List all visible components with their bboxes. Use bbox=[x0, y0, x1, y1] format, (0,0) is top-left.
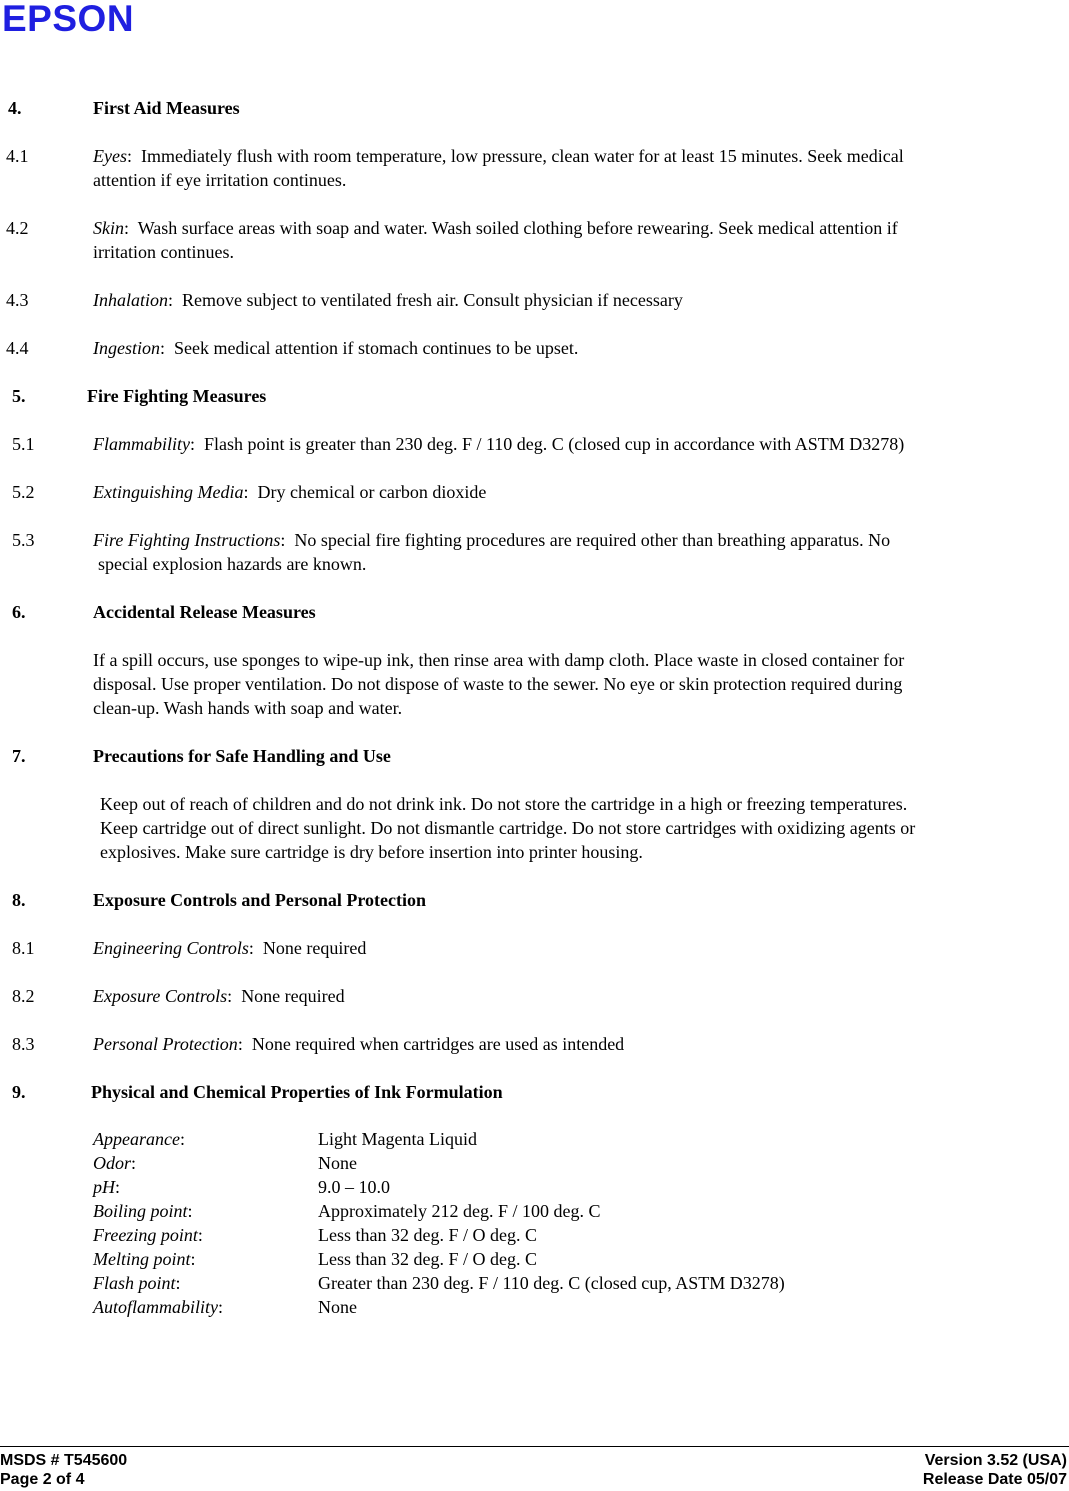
item-8-1-text: None required bbox=[262, 938, 367, 958]
item-5-1-text: Flash point is greater than 230 deg. F / 110 deg. C (closed cup in accordance with ASTM D3278) bbox=[204, 434, 905, 454]
section-5-number: 5. bbox=[12, 386, 26, 406]
item-8-3-number: 8.3 bbox=[12, 1034, 35, 1054]
item-5-3-label: Fire Fighting Instructions bbox=[93, 530, 281, 550]
property-freezing-point-label: Freezing point: bbox=[93, 1225, 203, 1245]
item-4-2-text: Wash surface areas with soap and water. Wash soiled clothing before rewearing. Seek medical attention if bbox=[137, 218, 898, 238]
item-4-3-label: Inhalation bbox=[93, 290, 168, 310]
section-4-number: 4. bbox=[8, 98, 22, 118]
section-6-number: 6. bbox=[12, 602, 26, 622]
property-ph-value: 9.0 – 10.0 bbox=[318, 1177, 390, 1197]
epson-logo: EPSON bbox=[2, 0, 135, 39]
item-8-2-number: 8.2 bbox=[12, 986, 35, 1006]
footer-page-number: Page 2 of 4 bbox=[0, 1471, 85, 1488]
item-4-1-label: Eyes bbox=[93, 146, 127, 166]
section-7-line-1: Keep out of reach of children and do not drink ink. Do not store the cartridge in a high or freezing temperatures. bbox=[100, 794, 908, 814]
section-7-line-3: explosives. Make sure cartridge is dry before insertion into printer housing. bbox=[100, 842, 643, 862]
item-4-1-line-2: attention if eye irritation continues. bbox=[93, 170, 347, 190]
item-8-3-line-1: Personal Protection: None required when cartridges are used as intended bbox=[93, 1034, 625, 1054]
section-9-title: Physical and Chemical Properties of Ink Formulation bbox=[91, 1082, 503, 1102]
item-5-2-number: 5.2 bbox=[12, 482, 35, 502]
section-9-number: 9. bbox=[12, 1082, 26, 1102]
property-flash-point-value: Greater than 230 deg. F / 110 deg. C (closed cup, ASTM D3278) bbox=[318, 1273, 785, 1293]
item-4-3-number: 4.3 bbox=[6, 290, 29, 310]
item-4-3-text: Remove subject to ventilated fresh air. Consult physician if necessary bbox=[182, 290, 683, 310]
item-8-2-line-1: Exposure Controls: None required bbox=[93, 986, 345, 1006]
section-6-line-3: clean-up. Wash hands with soap and water. bbox=[93, 698, 403, 718]
item-4-2-label: Skin bbox=[93, 218, 124, 238]
item-5-1-label: Flammability bbox=[93, 434, 190, 454]
item-8-3-label: Personal Protection bbox=[93, 1034, 238, 1054]
item-8-1-number: 8.1 bbox=[12, 938, 35, 958]
item-4-2-line-1: Skin: Wash surface areas with soap and water. Wash soiled clothing before rewearing. Seek medical attention if bbox=[93, 218, 898, 238]
section-5-title: Fire Fighting Measures bbox=[87, 386, 267, 406]
property-appearance-label: Appearance: bbox=[93, 1129, 185, 1149]
section-7-line-2: Keep cartridge out of direct sunlight. Do not dismantle cartridge. Do not store cartridges with oxidizing agents or bbox=[100, 818, 916, 838]
item-5-1-number: 5.1 bbox=[12, 434, 35, 454]
item-4-1-text: Immediately flush with room temperature, low pressure, clean water for at least 15 minutes. Seek medical bbox=[141, 146, 904, 166]
section-6-line-1: If a spill occurs, use sponges to wipe-up ink, then rinse area with damp cloth. Place waste in closed container for bbox=[93, 650, 905, 670]
property-ph-label: pH: bbox=[93, 1177, 121, 1197]
item-4-1-number: 4.1 bbox=[6, 146, 29, 166]
property-flash-point-label: Flash point: bbox=[93, 1273, 181, 1293]
footer-msds-number: MSDS # T545600 bbox=[0, 1452, 128, 1469]
item-8-2-text: None required bbox=[241, 986, 345, 1006]
item-5-2-line-1: Extinguishing Media: Dry chemical or carbon dioxide bbox=[93, 482, 487, 502]
property-freezing-point-value: Less than 32 deg. F / O deg. C bbox=[318, 1225, 537, 1245]
section-7-title: Precautions for Safe Handling and Use bbox=[93, 746, 391, 766]
item-5-2-text: Dry chemical or carbon dioxide bbox=[257, 482, 487, 502]
property-autoflammability-label: Autoflammability: bbox=[93, 1297, 224, 1317]
item-4-4-line-1: Ingestion: Seek medical attention if stomach continues to be upset. bbox=[93, 338, 579, 358]
footer-version: Version 3.52 (USA) bbox=[924, 1452, 1067, 1469]
item-5-1-line-1: Flammability: Flash point is greater than 230 deg. F / 110 deg. C (closed cup in accordance with ASTM D3278) bbox=[93, 434, 905, 454]
item-4-2-number: 4.2 bbox=[6, 218, 29, 238]
item-4-4-label: Ingestion bbox=[93, 338, 160, 358]
item-4-3-line-1: Inhalation: Remove subject to ventilated fresh air. Consult physician if necessary bbox=[93, 290, 683, 310]
item-4-4-number: 4.4 bbox=[6, 338, 29, 358]
item-8-1-line-1: Engineering Controls: None required bbox=[93, 938, 367, 958]
property-autoflammability-value: None bbox=[318, 1297, 357, 1317]
item-8-2-label: Exposure Controls bbox=[93, 986, 228, 1006]
item-5-3-line-2: special explosion hazards are known. bbox=[98, 554, 367, 574]
property-odor-label: Odor: bbox=[93, 1153, 137, 1173]
property-melting-point-value: Less than 32 deg. F / O deg. C bbox=[318, 1249, 537, 1269]
footer-divider bbox=[0, 1446, 1069, 1447]
section-8-title: Exposure Controls and Personal Protection bbox=[93, 890, 427, 910]
property-boiling-point-value: Approximately 212 deg. F / 100 deg. C bbox=[318, 1201, 601, 1221]
footer-release-date: Release Date 05/07 bbox=[922, 1471, 1067, 1488]
section-8-number: 8. bbox=[12, 890, 26, 910]
property-odor-value: None bbox=[318, 1153, 357, 1173]
item-5-3-number: 5.3 bbox=[12, 530, 35, 550]
item-5-2-label: Extinguishing Media bbox=[93, 482, 244, 502]
section-6-line-2: disposal. Use proper ventilation. Do not dispose of waste to the sewer. No eye or skin protection required during bbox=[93, 674, 903, 694]
item-5-3-line-1: Fire Fighting Instructions: No special fire fighting procedures are required other than breathing apparatus. No bbox=[93, 530, 891, 550]
item-4-4-text: Seek medical attention if stomach continues to be upset. bbox=[174, 338, 579, 358]
property-appearance-value: Light Magenta Liquid bbox=[318, 1129, 477, 1149]
item-4-1-line-1: Eyes: Immediately flush with room temperature, low pressure, clean water for at least 15 minutes. Seek medical bbox=[93, 146, 904, 166]
item-8-1-label: Engineering Controls bbox=[93, 938, 249, 958]
item-8-3-text: None required when cartridges are used as intended bbox=[251, 1034, 625, 1054]
property-melting-point-label: Melting point: bbox=[93, 1249, 196, 1269]
property-boiling-point-label: Boiling point: bbox=[93, 1201, 193, 1221]
section-7-number: 7. bbox=[12, 746, 26, 766]
item-4-2-line-2: irritation continues. bbox=[93, 242, 234, 262]
item-5-3-text: No special fire fighting procedures are required other than breathing apparatus. No bbox=[294, 530, 891, 550]
section-4-title: First Aid Measures bbox=[93, 98, 240, 118]
section-6-title: Accidental Release Measures bbox=[93, 602, 316, 622]
